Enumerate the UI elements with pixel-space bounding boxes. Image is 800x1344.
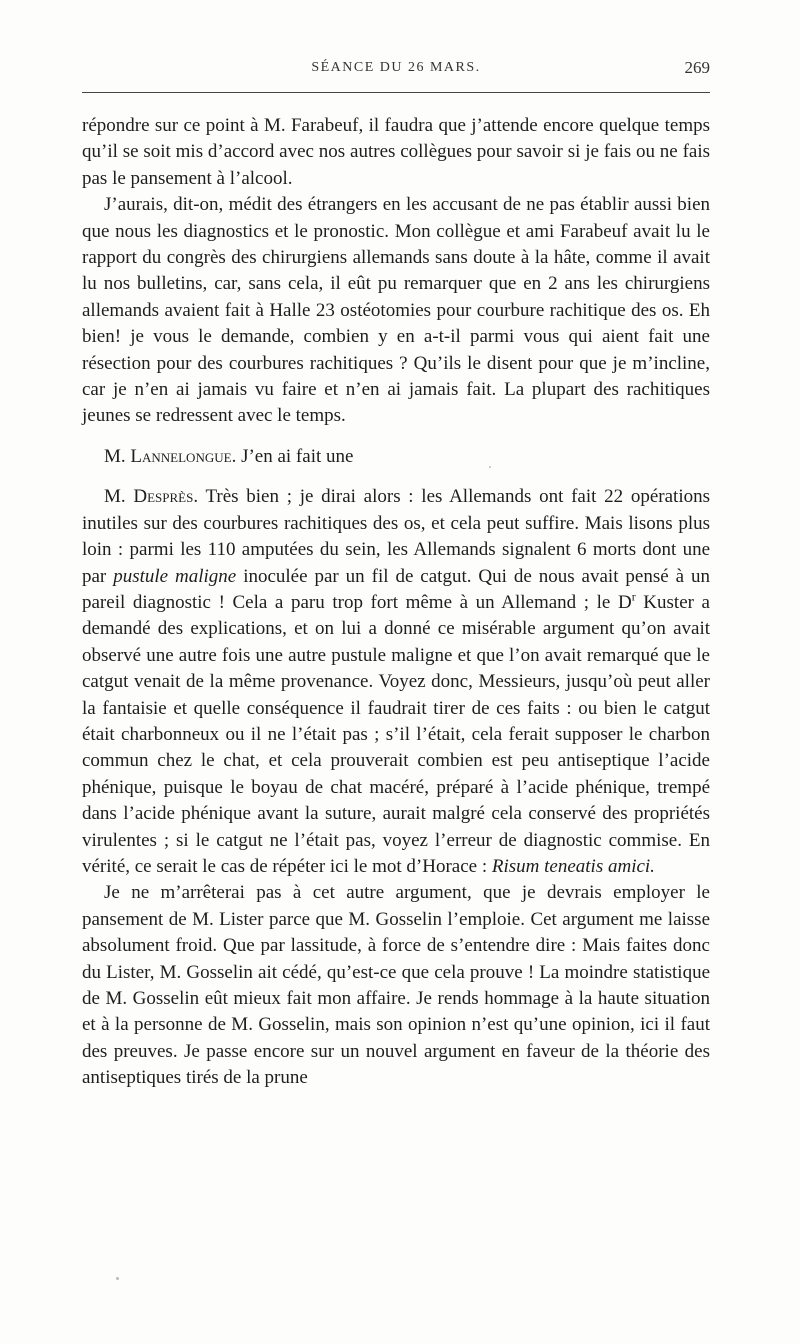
paragraph (82, 484, 710, 880)
text-run: inoculée par un fil de catgut. Qui de nous avait pensé à un pareil diagnostic ! Cela a paru trop fort même à un Allemand ; le D (82, 565, 710, 613)
text-run: M. (104, 445, 131, 467)
paragraph (82, 444, 710, 470)
text-run: . Très bien ; je dirai alors : les Allemands ont fait 22 opérations inutiles sur des courbures rachitiques des os, et cela peut suffire. Mais lisons plus loin : parmi les 110 amputées du sein, les Allemands signalent 6 morts dont une par (82, 486, 710, 587)
text-run: Kuster a demandé des explications, et on lui a donné ce misérable argument qu’on avait observé une autre fois une autre pustule maligne et que l’on avait remarqué que le catgut venait de la même provenance. Voyez donc, Messieurs, jusqu’où peut aller la fantaisie et quelle conséquence il faudrait tirer de ces faits : ou bien le catgut était charbonneux ou il ne l’était pas ; s’il l’était, cela ferait supposer le charbon commun chez le chat, et cela prouverait combien est peu antiseptique l’acide phénique, puisque le boyau de chat macéré, préparé à l’acide phénique, trempé dans l’acide phénique avant la suture, aurait malgré cela conservé des propriétés virulentes ; si le catgut ne l’était pas, voyez l’erreur de diagnostic commise. En vérité, ce serait le cas de répéter ici le mot d’Horace : (82, 591, 710, 877)
paragraph (82, 113, 710, 192)
italic-phrase: pustule maligne (113, 565, 237, 587)
speaker-name: Desprès (133, 486, 194, 508)
body-text (82, 113, 710, 1092)
paragraph (82, 880, 710, 1091)
paper-speck (116, 1277, 119, 1280)
running-header (82, 60, 710, 86)
text-run: . J’en ai fait une (231, 445, 354, 467)
text-run: M. (104, 486, 134, 508)
text-run: Je ne m’arrêterai pas à cet autre argument, que je devrais employer le pansement de M. Lister parce que M. Gosselin l’emploie. Cet argument me laisse absolument froid. Que par lassitude, à force de s’entendre dire : Mais faites donc du Lister, M. Gosselin ait cédé, qu’est-ce que cela prouve ! La moindre statistique de M. Gosselin eût mieux fait mon affaire. Je rends hommage à la haute situation et à la personne de M. Gosselin, mais son opinion n’est qu’une opinion, ici il faut des preuves. Je passe encore sur un nouvel argument en faveur de la théorie des antiseptiques tirés de la prune (82, 882, 710, 1089)
running-title: SÉANCE DU 26 MARS. (311, 60, 481, 75)
superscript: r (631, 589, 636, 604)
text-run: J’aurais, dit-on, médit des étrangers en les accusant de ne pas établir aussi bien que nous les diagnostics et le pronostic. Mon collègue et ami Farabeuf avait lu le rapport du congrès des chirurgiens allemands sans doute à la hâte, comme il avait lu nos bulletins, car, sans cela, il eût pu remarquer que en 2 ans les chirurgiens allemands avaient fait à Halle 23 ostéotomies pour courbure rachitique des os. Eh bien! je vous le demande, combien y en a-t-il parmi vous qui aient fait une résection pour des courbures rachitiques ? Qu’ils le disent pour que je m’incline, car je n’en ai jamais vu faire et n’en ai jamais fait. La plupart des rachitiques jeunes se redressent avec le temps. (82, 194, 710, 427)
text-run: répondre sur ce point à M. Farabeuf, il faudra que j’attende encore quelque temps qu’il se soit mis d’accord avec nos autres collègues pour savoir si je fais ou ne fais pas le pansement à l’alcool. (82, 115, 710, 189)
speaker-name: Lannelongue (130, 445, 232, 467)
italic-phrase: Risum teneatis amici. (491, 855, 655, 877)
paragraph (82, 192, 710, 430)
header-rule (82, 92, 710, 93)
paper-speck (489, 466, 491, 468)
page-number: 269 (684, 58, 710, 77)
